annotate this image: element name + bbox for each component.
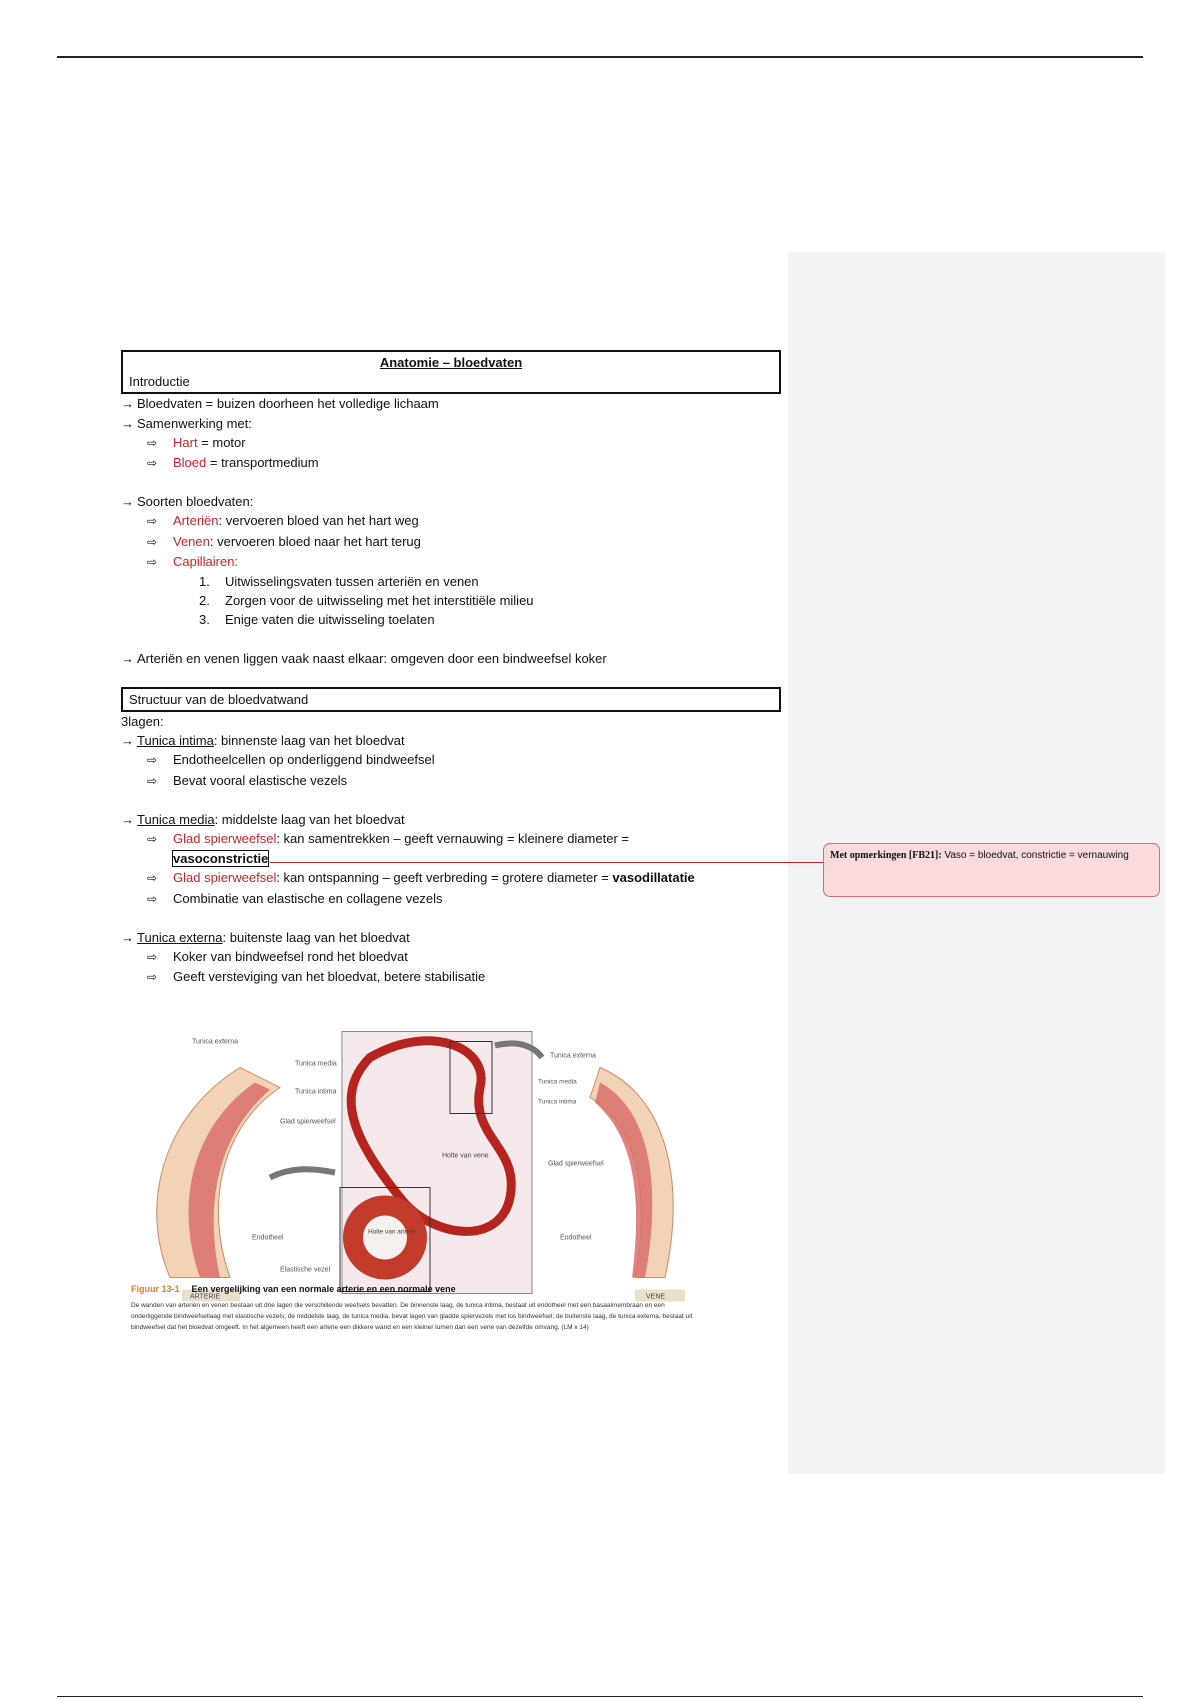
double-arrow-icon: ⇨ xyxy=(147,891,158,906)
list-item: → Tunica externa: buitenste laag van het bloedvat xyxy=(121,928,781,947)
list-item: → Bloedvaten = buizen doorheen het volledige lichaam xyxy=(121,394,781,413)
arrow-icon: → xyxy=(121,811,134,827)
header-rule xyxy=(57,56,1143,58)
figure-caption-title: Figuur 13-1 Een vergelijking van een normale arterie en een normale vene xyxy=(131,1284,456,1294)
label-glad-left: Glad spierweefsel xyxy=(280,1118,336,1126)
label-arterie: ARTERIE xyxy=(190,1293,221,1301)
label-holte-vene: Holte van vene xyxy=(442,1152,489,1160)
arrow-icon: → xyxy=(121,650,134,666)
list-item: ⇨ Geeft versteviging van het bloedvat, betere stabilisatie xyxy=(121,967,781,987)
double-arrow-icon: ⇨ xyxy=(147,534,158,549)
label-vene: VENE xyxy=(646,1293,666,1301)
numbered-item: 2. Zorgen voor de uitwisseling met het interstitiële milieu xyxy=(199,593,534,609)
arrow-icon: → xyxy=(121,415,134,431)
comment-author: Met opmerkingen [FB21]: xyxy=(830,850,942,861)
comment-card[interactable] xyxy=(823,843,1160,897)
arrow-icon: → xyxy=(121,929,134,945)
label-elastische-left: Elastische vezel xyxy=(280,1266,331,1274)
label-intima-left: Tunica intima xyxy=(295,1088,337,1096)
list-item: ⇨ Venen: vervoeren bloed naar het hart terug xyxy=(121,532,781,552)
list-item: ⇨ Glad spierweefsel: kan samentrekken – geeft vernauwing = kleinere diameter = xyxy=(121,829,781,849)
list-item: → Samenwerking met: xyxy=(121,414,781,433)
commented-text[interactable]: vasoconstrictie xyxy=(173,851,269,867)
document-body xyxy=(121,350,781,987)
arrow-icon: → xyxy=(121,494,134,510)
double-arrow-icon: ⇨ xyxy=(147,554,158,569)
list-item: ⇨ Endotheelcellen op onderliggend bindweefsel xyxy=(121,750,781,770)
list-item: ⇨ Arteriën: vervoeren bloed van het hart weg xyxy=(121,511,781,531)
intro-heading: Introductie xyxy=(129,374,190,390)
list-item: ⇨ Bevat vooral elastische vezels xyxy=(121,771,781,791)
list-item: ⇨ Hart = motor xyxy=(121,433,781,453)
numbered-item: 3. Enige vaten die uitwisseling toelaten xyxy=(199,612,435,628)
double-arrow-icon: ⇨ xyxy=(147,435,158,450)
double-arrow-icon: ⇨ xyxy=(147,970,158,985)
label-externa-left: Tunica externa xyxy=(192,1038,239,1046)
list-item: → Tunica intima: binnenste laag van het bloedvat xyxy=(121,731,781,750)
footer-rule xyxy=(57,1696,1143,1697)
double-arrow-icon: ⇨ xyxy=(147,514,158,529)
double-arrow-icon: ⇨ xyxy=(147,871,158,886)
double-arrow-icon: ⇨ xyxy=(147,832,158,847)
arrow-icon: → xyxy=(121,396,134,412)
list-item: → Soorten bloedvaten: xyxy=(121,492,781,511)
label-media-right: Tunica media xyxy=(538,1078,577,1086)
section-heading-box xyxy=(121,687,781,712)
label-intima-right: Tunica intima xyxy=(538,1098,577,1106)
list-item: ⇨ Combinatie van elastische en collagene vezels xyxy=(121,889,781,909)
numbered-item: 1. Uitwisselingsvaten tussen arteriën en venen xyxy=(199,574,479,590)
list-item xyxy=(121,849,781,868)
list-item: → Arteriën en venen liggen vaak naast elkaar: omgeven door een bindweefsel koker xyxy=(121,649,781,668)
label-media-left: Tunica media xyxy=(295,1060,337,1068)
list-item: ⇨ Koker van bindweefsel rond het bloedvat xyxy=(121,947,781,967)
page-title: Anatomie – bloedvaten xyxy=(379,355,523,370)
list-item: → Tunica media: middelste laag van het bloedvat xyxy=(121,810,781,829)
paragraph: 3lagen: xyxy=(121,714,164,730)
label-endotheel-right: Endotheel xyxy=(560,1234,592,1242)
label-endotheel-left: Endotheel xyxy=(252,1234,284,1242)
arrow-left-icon xyxy=(270,1169,335,1177)
list-item: ⇨ Glad spierweefsel: kan ontspanning – geeft verbreding = grotere diameter = vasodillatatie xyxy=(121,868,781,888)
double-arrow-icon: ⇨ xyxy=(147,950,158,965)
list-item: ⇨ Capillairen: xyxy=(121,552,781,572)
double-arrow-icon: ⇨ xyxy=(147,773,158,788)
list-item: ⇨ Bloed = transportmedium xyxy=(121,453,781,473)
label-holte-arterie: Holte van arterie xyxy=(368,1228,416,1236)
figure-caption-text: De wanden van arteriën en venen bestaan uit drie lagen die verschillende weefsels bevatten. De binnenste laag, de tunica intima, bestaat uit endotheel met een basaalmembraan en een onderliggende bindweefsellaag met elastische vezels; de middelste laag, de tunica media, bevat lagen van gladde spiervezels met los bindweefsel; de buitenste laag, de tunica externa, bestaat uit bindweefsel dat het bloedvat omgeeft. In het algemeen heeft een arterie een dikkere wand en een kleiner lumen dan een vene van dezelfde omvang. (LM x 14) xyxy=(131,1302,693,1331)
arrow-icon: → xyxy=(121,733,134,749)
double-arrow-icon: ⇨ xyxy=(147,456,158,471)
double-arrow-icon: ⇨ xyxy=(147,753,158,768)
comment-text: Vaso = bloedvat, constrictie = vernauwing xyxy=(941,850,1129,861)
label-externa-right: Tunica externa xyxy=(550,1052,597,1060)
title-box xyxy=(121,350,781,394)
section-heading: Structuur van de bloedvatwand xyxy=(129,691,309,707)
label-glad-right: Glad spierweefsel xyxy=(548,1160,604,1168)
